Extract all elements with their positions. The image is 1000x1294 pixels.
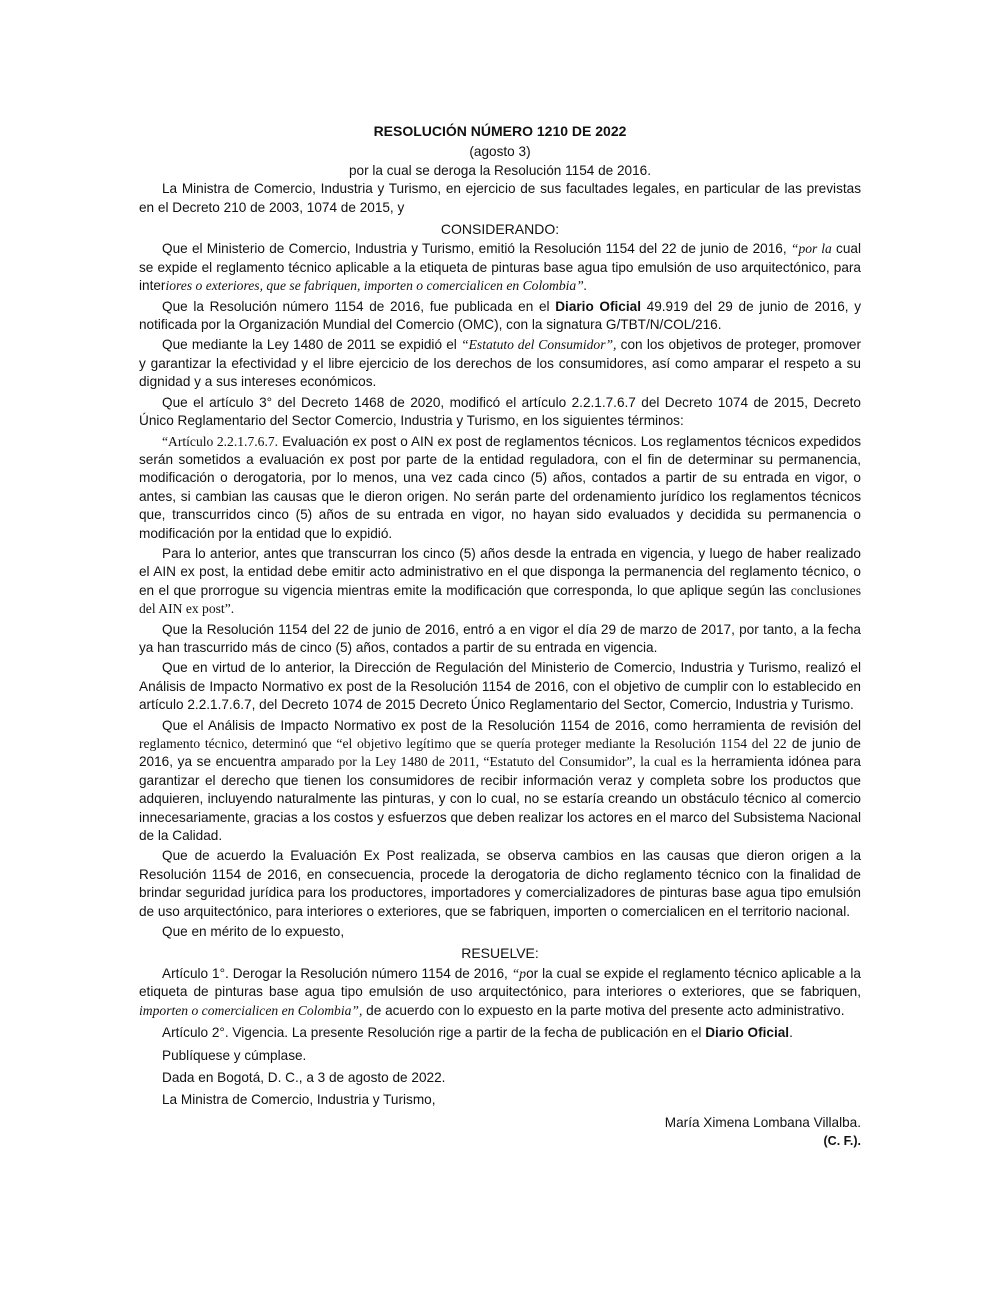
paragraph-8: Que en virtud de lo anterior, la Dirección de Regulación del Ministerio de Comercio, Industria y Turismo, realizó el Análisis de Impacto Normativo ex post de la Resolución 1154 de 2016, con el objetivo de cumplir con lo establecido en artículo 2.2.1.7.6.7, del Decreto 1074 de 2015 Decreto Único Reglamentario del Sector, Comercio, Industria y Turismo. [139,660,861,713]
paragraph-3: Que mediante la Ley 1480 de 2011 se expidió el “Estatuto del Consumidor”, con los objetivos de proteger, promover y garantizar la efectividad y el libre ejercicio de los derechos de los consumidores, así como amparar el respeto a su dignidad y a sus intereses económicos. [139,337,861,390]
resuelve-heading: RESUELVE: [461,945,539,962]
closing-ministra: La Ministra de Comercio, Industria y Turismo, [162,1092,436,1108]
initials: (C. F.). [823,1134,861,1149]
closing-dada-en: Dada en Bogotá, D. C., a 3 de agosto de 2022. [162,1069,446,1085]
closing-publiquese: Publíquese y cúmplase. [162,1047,307,1063]
article-2: Artículo 2°. Vigencia. La presente Resolución rige a partir de la fecha de publicación en el Diario Oficial. [162,1025,793,1041]
signature-name: María Ximena Lombana Villalba. [664,1114,861,1130]
paragraph-7: Que la Resolución 1154 del 22 de junio de 2016, entró a en vigor el día 29 de marzo de 2017, por tanto, a la fecha ya han trascurrido más de cinco (5) años, contados a partir de su entrada en vigencia. [139,621,861,655]
paragraph-9: Que el Análisis de Impacto Normativo ex post de la Resolución 1154 de 2016, como herramienta de revisión del reglamento técnico, determinó que “el objetivo legítimo que se quería proteger mediante la Resolución 1154 del 22 de junio de 2016, ya se encuentra amparado por la Ley 1480 de 2011, “Estatuto del Consumidor”, la cual es la herramienta idónea para garantizar el derecho que tienen los consumidores de recibir información veraz y completa sobre los productos que adquieren, incluyendo naturalmente las pinturas, y con lo cual, no se estaría creando un obstáculo técnico al comercio innecesariamente, gracias a los costos y esfuerzos que deben realizar los actores en el marco del Subsistema Nacional de la Calidad. [139,717,861,844]
paragraph-2: Que la Resolución número 1154 de 2016, fue publicada en el Diario Oficial 49.919 del 29 de junio de 2016, y notificada por la Organización Mundial del Comercio (OMC), con la signatura G/TBT/N/COL/216. [139,298,862,333]
paragraph-4: Que el artículo 3° del Decreto 1468 de 2020, modificó el artículo 2.2.1.7.6.7 del Decreto 1074 de 2015, Decreto Único Reglamentario del Sector Comercio, Industria y Turismo, en los siguientes términos: [139,394,861,429]
resolution-subject: por la cual se deroga la Resolución 1154 de 2016. [348,162,652,178]
article-1: Artículo 1°. Derogar la Resolución número 1154 de 2016, “por la cual se expide el reglamento técnico aplicable a la etiqueta de pinturas base agua tipo emulsión de uso arquitectónico, para interiores o exteriores, que se fabriquen, importen o comercialicen en Colombia”, de acuerdo con lo expuesto en la parte motiva del presente acto administrativo. [139,965,861,1018]
paragraph-5-quote: “Artículo 2.2.1.7.6.7. Evaluación ex post o AIN ex post de reglamentos técnicos. Los reglamentos técnicos expedidos serán sometidos a evaluación ex post por parte de la entidad reguladora, con el fin de determinar su permanencia, modificación o derogatoria, por lo menos, una vez cada cinco (5) años, contados a partir de su entrada en vigor, o antes, si cambian las causas que le dieron origen. No serán parte del ordenamiento jurídico los reglamentos técnicos que, transcurridos cinco (5) años de su entrada en vigor, no hayan sido evaluados y decidida su permanencia o modificación por la entidad que lo expidió. [139,433,861,541]
considerando-heading: CONSIDERANDO: [440,221,560,238]
resolution-title: RESOLUCIÓN NÚMERO 1210 DE 2022 [373,123,627,139]
intro-paragraph: La Ministra de Comercio, Industria y Turismo, en ejercicio de sus facultades legales, en particular de las previstas en el Decreto 210 de 2003, 1074 de 2015, y [139,181,861,215]
paragraph-11: Que en mérito de lo expuesto, [162,924,345,940]
resolution-date: (agosto 3) [469,144,531,160]
paragraph-1: Que el Ministerio de Comercio, Industria y Turismo, emitió la Resolución 1154 del 22 de junio de 2016, “por la cual se expide el reglamento técnico aplicable a la etiqueta de pinturas base agua tipo emulsión de uso arquitectónico, para interiores o exteriores, que se fabriquen, importen o comercialicen en Colombia”. [139,241,861,294]
paragraph-10: Que de acuerdo la Evaluación Ex Post realizada, se observa cambios en las causas que dieron origen a la Resolución 1154 de 2016, en consecuencia, procede la derogatoria de dicho reglamento técnico con la finalidad de brindar seguridad jurídica para los productores, importadores y comercializadores de pinturas base agua tipo emulsión de uso arquitectónico, para interiores o exteriores, que se fabriquen, importen o comercialicen en el territorio nacional. [139,848,861,919]
paragraph-6: Para lo anterior, antes que transcurran los cinco (5) años desde la entrada en vigencia, y luego de haber realizado el AIN ex post, la entidad debe emitir acto administrativo en el que disponga la permanencia del reglamento técnico, o en el que prorrogue su vigencia mientras emite la modificación que corresponda, lo que aplique según las conclusiones del AIN ex post”. [139,545,861,617]
resolution-document [139,122,861,1151]
